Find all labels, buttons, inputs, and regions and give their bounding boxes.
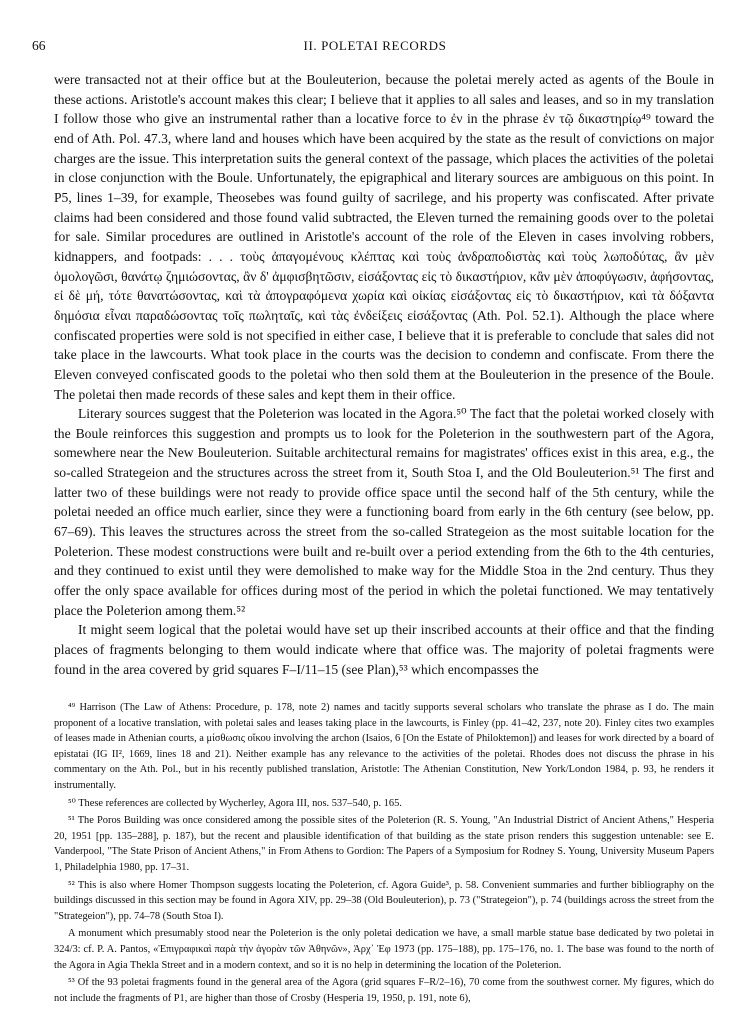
paragraph: It might seem logical that the poletai would have set up their inscribed accounts at their office and that the finding places of fragments belonging to them would indicate where that office was. The majority of poletai fragments were found in the area covered by grid squares F–I/11–15 (see Plan),⁵³ which encompasses the: [54, 622, 714, 677]
footnote-52: ⁵² This is also where Homer Thompson suggests locating the Poleterion, cf. Agora Guide³, p. 58. Convenient summaries and further bibliography on the buildings discussed in this section may be found in Agora XIV, pp. 29–38 (Old Bouleuterion), p. 73 ("Strategeion"), p. 74 (buildings across the street from the "Strategeion"), pp. 74–78 (South Stoa I).: [54, 879, 714, 922]
running-title: II. POLETAI RECORDS: [303, 38, 447, 53]
footnote-50: ⁵⁰ These references are collected by Wycherley, Agora III, nos. 537–540, p. 165.: [68, 797, 402, 809]
page-number: 66: [32, 38, 46, 53]
paragraph: Literary sources suggest that the Poleterion was located in the Agora.⁵⁰ The fact that the poletai worked closely with the Boule reinforces this suggestion and prompts us to look for the Poleterion in the southwestern part of the Agora, somewhere near the New Bouleuterion. Suitable architectural remains for magistrates' offices exist in this area, e.g., the so-called Strategeion and the structures across the street from it, South Stoa I, and the Old Bouleuterion.⁵¹ The first and latter two of these buildings were not ready to provide office space until the second half of the 5th century, while the poletai needed an office much earlier, since they were a functioning board from early in the 6th century (see below, pp. 67–69). This leaves the structures across the street from the so-called Strategeion as the most suitable location for the Poleterion. These modest constructions were built and re-built over a period extending from the 6th to the 4th centuries, and they continued to exist until they were demolished to make way for the Middle Stoa in the 2nd century. Thus they offer the only space available for offices during most of the period in which the poletai functioned. We may tentatively place the Poleterion among them.⁵²: [54, 406, 714, 618]
footnote-49: ⁴⁹ Harrison (The Law of Athens: Procedure, p. 178, note 2) names and tacitly supports several scholars who translate the phrase as I do. The main proponent of a locative translation, with poletai sales and leases taking place in the lawcourts, is Finley (pp. 41–42, 237, note 20). Finley cites two examples of leases made in Athenian courts, a μίσθωσις οἴκου involving the archon (Isaios, 6 [On the Estate of Philoktemon]) and leases for work directed by a board of epistatai (IG II², 1669, lines 18 and 21). Neither example has any relevance to the activities of the poletai. Rhodes does not discuss the phrase in his commentary on the Ath. Pol., but in his recently published translation, Aristotle: The Athenian Constitution, New York/London 1984, p. 93, he renders it instrumentally.: [54, 702, 714, 791]
footnote-53: ⁵³ Of the 93 poletai fragments found in the general area of the Agora (grid squares F–R/2–16), 70 come from the southwest corner. My figures, which do not include the fragments of P1, are higher than those of Crosby (Hesperia 19, 1950, p. 191, note 6),: [54, 977, 714, 1004]
footnotes: [54, 700, 714, 1008]
main-text: [54, 70, 714, 679]
footnote-51: ⁵¹ The Poros Building was once considered among the possible sites of the Poleterion (R. S. Young, "An Industrial District of Ancient Athens," Hesperia 20, 1951 [pp. 135–288], p. 187), but the recent and plausible identification of that building as the state prison renders this suggestion untenable: see E. Vanderpool, "The State Prison of Ancient Athens," in From Athens to Gordion: The Papers of a Symposium for Rodney S. Young, University Museum Papers 1, Philadelphia 1980, pp. 17–31.: [54, 815, 714, 873]
page-header: [32, 38, 718, 58]
footnote-52-continuation: A monument which presumably stood near the Poleterion is the only poletai dedication we have, a small marble statue base dedicated by two poletai in 324/3: cf. P. A. Pantos, «Ἐπιγραφικαὶ παρὰ τὴν ἀγορὰν τῶν Ἀθηνῶν», Ἀρχ᾿ Ἐφ 1973 (pp. 175–188), pp. 175–176, no. 1. The base was found to the north of the Agora in Agia Thekla Street and in a modern context, and so it is no help in determining the location of the Poleterion.: [54, 928, 714, 971]
paragraph: were transacted not at their office but at the Bouleuterion, because the poletai merely acted as agents of the Boule in these actions. Aristotle's account makes this clear; I believe that it applies to all sales and leases, and so in my translation I follow those who give an instrumental rather than a locative force to ἐν in the phrase ἐν τῷ δικαστηρίῳ⁴⁹ toward the end of Ath. Pol. 47.3, where land and houses which have been acquired by the state as the result of convictions on major charges are the issue. This interpretation suits the general context of the passage, which places the activities of the poletai in close conjunction with the Boule. Unfortunately, the epigraphical and literary sources are ambiguous on this point. In P5, lines 1–39, for example, Theosebes was found guilty of sacrilege, and his property was confiscated. After private claims had been considered and those found valid subtracted, the Eleven turned the remaining goods over to the poletai for sale. Similar procedures are outlined in Aristotle's account of the role of the Eleven in cases involving robbers, kidnappers, and footpads: . . . τοὺς ἀπαγομένους κλέπτας καὶ τοὺς ἀνδραποδιστὰς καὶ τοὺς λωποδύτας, ἂν μὲν ὁμολογῶσι, θανάτῳ ζημιώσοντας, ἂν δ' ἀμφισβητῶσιν, εἰσάξοντας εἰς τὸ δικαστήριον, κἂν μὲν ἀποφύγωσιν, ἀφήσοντας, εἰ δὲ μή, τότε θανατώσοντας, καὶ τὰ ἀπογραφόμενα χωρία καὶ οἰκίας εἰσάξοντας εἰς τὸ δικαστήριον, καὶ τὰ δόξαντα δημόσια εἶναι παραδώσοντας τοῖς πωληταῖς, καὶ τὰς ἐνδείξεις εἰσάξοντας (Ath. Pol. 52.1). Although the place where confiscated properties were sold is not specified in either case, I believe that it is preferable to conclude that sales did not take place in the lawcourts. What took place in the courts was the decision to condemn and confiscate. From there the Eleven conveyed confiscated goods to the poletai who then sold them at the Bouleuterion in the presence of the Boule. The poletai then made records of these sales and kept them in their office.: [54, 72, 714, 402]
